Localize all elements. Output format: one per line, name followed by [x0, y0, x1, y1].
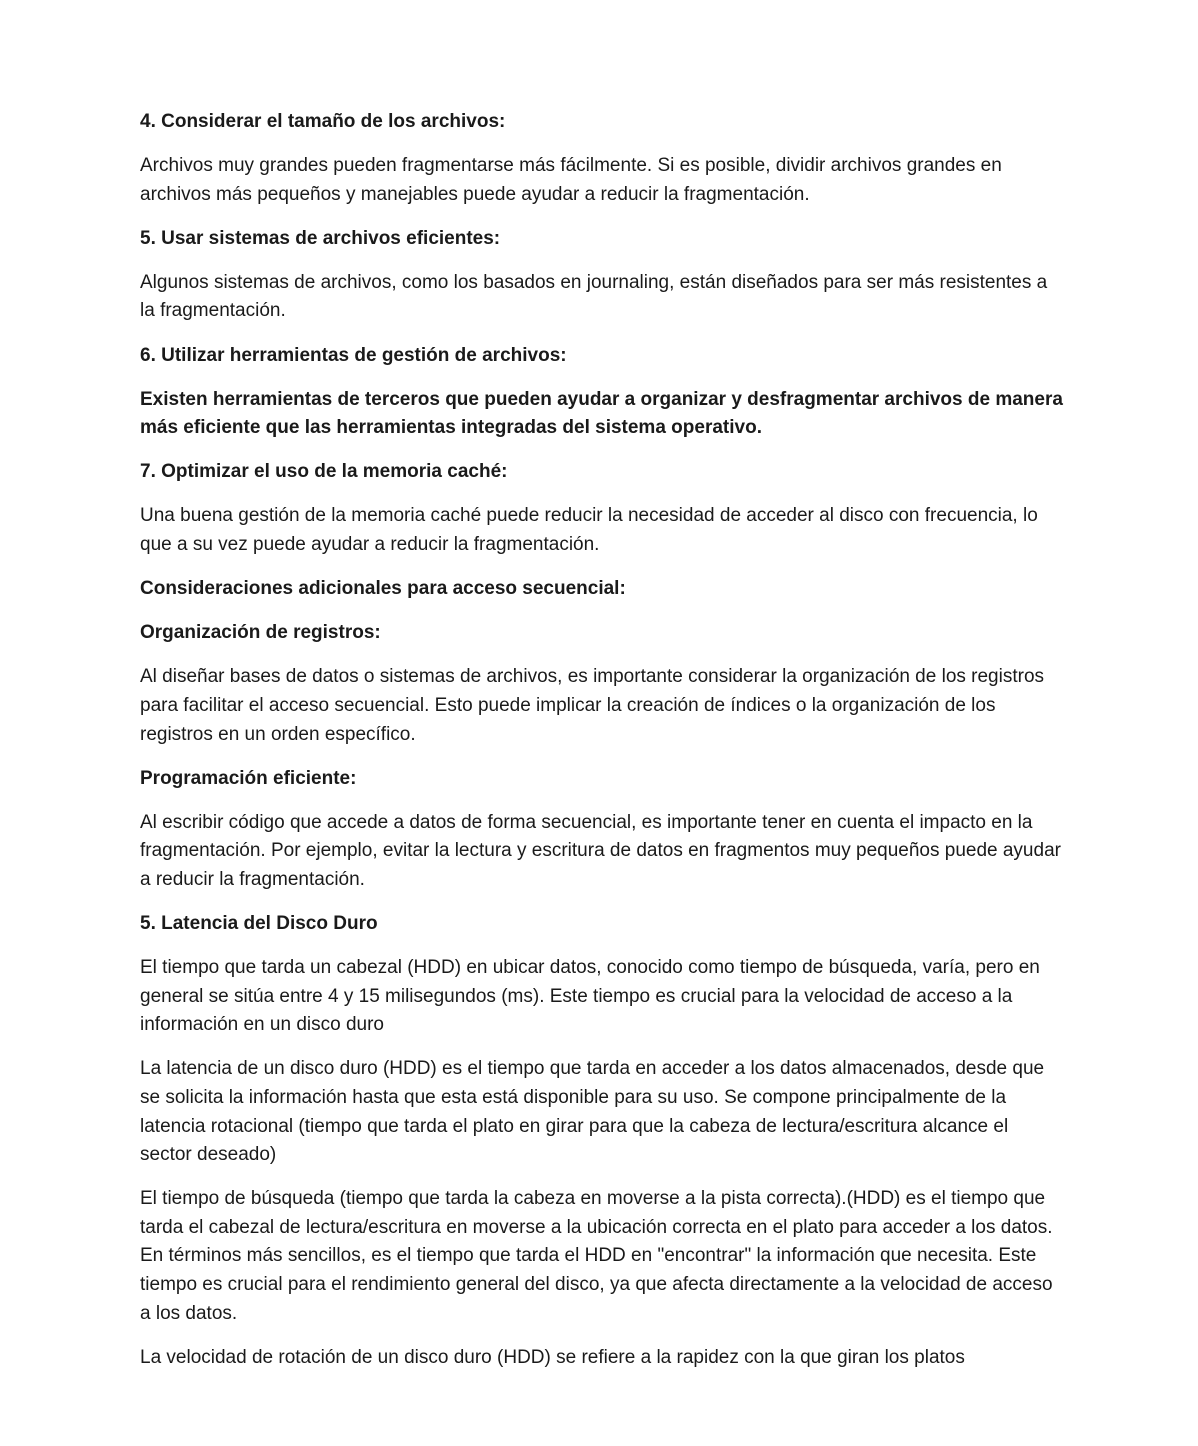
document-page [140, 108, 1065, 1388]
heading-cache: 7. Optimizar el uso de la memoria caché: [140, 461, 508, 483]
paragraph-efficient-programming: Al escribir código que accede a datos de forma secuencial, es importante tener en cuenta el impacto en la fragmentación. Por ejemplo, evitar la lectura y escritura de datos en fragmentos muy pequeños puede ayudar a reducir la fragmentación. [140, 811, 1061, 890]
paragraph-file-size: Archivos muy grandes pueden fragmentarse más fácilmente. Si es posible, dividir archivos grandes en archivos más pequeños y manejables puede ayudar a reducir la fragmentación. [140, 155, 1002, 205]
paragraph-cache: Una buena gestión de la memoria caché puede reducir la necesidad de acceder al disco con frecuencia, lo que a su vez puede ayudar a reducir la fragmentación. [140, 505, 1038, 556]
paragraph-record-organization: Al diseñar bases de datos o sistemas de archivos, es importante considerar la organización de los registros para facilitar el acceso secuencial. Esto puede implicar la creación de índices o la organización de los registros en un orden específico. [140, 666, 1045, 745]
heading-file-tools: 6. Utilizar herramientas de gestión de archivos: [140, 344, 567, 366]
heading-efficient-filesystems: 5. Usar sistemas de archivos eficientes: [140, 227, 501, 249]
paragraph-seek-time: El tiempo de búsqueda (tiempo que tarda la cabeza en moverse a la pista correcta).(HDD) es el tiempo que tarda el cabezal de lectura/escritura en moverse a la ubicación correcta en el plato para acceder a los datos. En términos más sencillos, es el tiempo que tarda el HDD en "encontrar" la información que necesita. Este tiempo es crucial para el rendimiento general del disco, ya que afecta directamente a la velocidad de acceso a los datos. [140, 1188, 1053, 1324]
heading-sequential-access: Consideraciones adicionales para acceso secuencial: [140, 578, 626, 600]
paragraph-latency-definition: La latencia de un disco duro (HDD) es el tiempo que tarda en acceder a los datos almacenados, desde que se solicita la información hasta que esta está disponible para su uso. Se compone principalmente de la latencia rotacional (tiempo que tarda el plato en girar para que la cabeza de lectura/escritura alcance el sector deseado) [140, 1058, 1045, 1166]
heading-efficient-programming: Programación eficiente: [140, 767, 357, 789]
paragraph-efficient-filesystems: Algunos sistemas de archivos, como los basados en journaling, están diseñados para ser más resistentes a la fragmentación. [140, 271, 1048, 322]
heading-record-organization: Organización de registros: [140, 622, 381, 644]
paragraph-file-tools: Existen herramientas de terceros que pueden ayudar a organizar y desfragmentar archivos de manera más eficiente que las herramientas integradas del sistema operativo. [140, 388, 1063, 439]
heading-file-size: 4. Considerar el tamaño de los archivos: [140, 111, 506, 132]
paragraph-seek-time-range: El tiempo que tarda un cabezal (HDD) en ubicar datos, conocido como tiempo de búsqueda, varía, pero en general se sitúa entre 4 y 15 milisegundos (ms). Este tiempo es crucial para la velocidad de acceso a la información en un disco duro [140, 957, 1040, 1036]
paragraph-rotation-speed: La velocidad de rotación de un disco duro (HDD) se refiere a la rapidez con la que giran los platos [140, 1346, 965, 1368]
heading-disk-latency: 5. Latencia del Disco Duro [140, 912, 378, 934]
